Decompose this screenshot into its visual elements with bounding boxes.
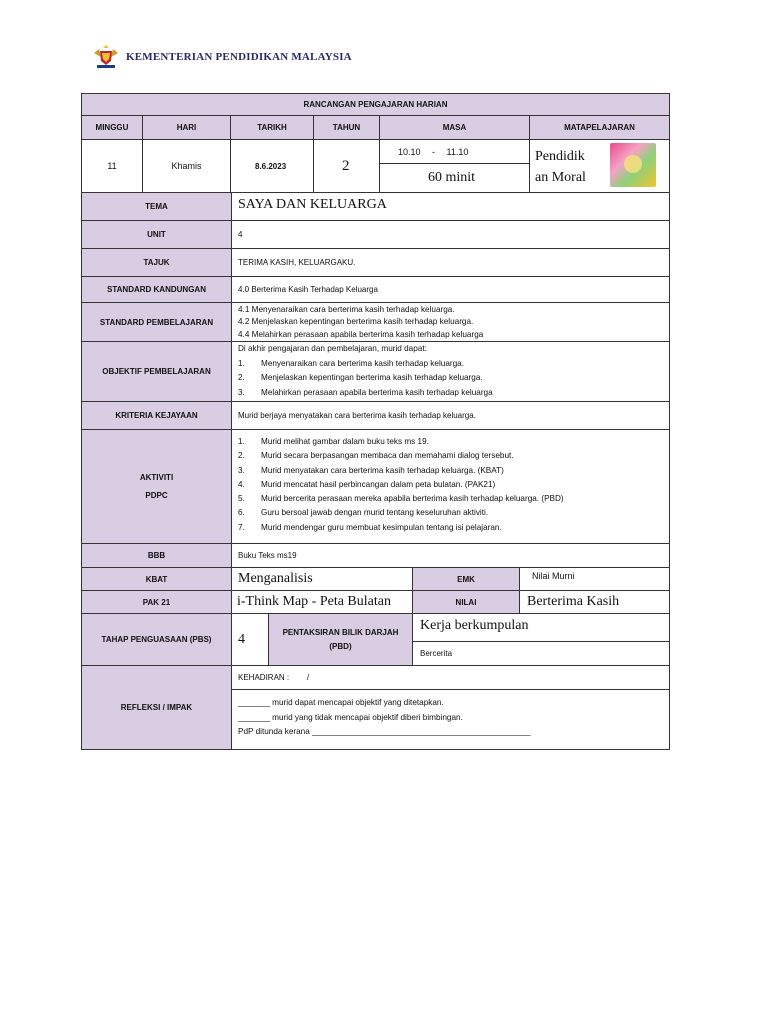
standard-pembelajaran-list (231, 302, 670, 342)
label-aktiviti-line1: AKTIVITI (139, 472, 174, 482)
sp-item: 4.4 Melahirkan perasaan apabila berterima kasih terhadap keluarga (238, 329, 484, 339)
emk-value: Nilai Murni (519, 567, 670, 591)
col-masa: MASA (379, 115, 530, 140)
refleksi-line: _______ murid yang tidak mencapai objektif diberi bimbingan. (238, 712, 463, 722)
hari-value: Khamis (142, 139, 231, 193)
pbd-kaedah-value: Kerja berkumpulan (412, 613, 670, 642)
label-unit: UNIT (81, 220, 232, 249)
malaysia-crest-icon (92, 45, 120, 69)
label-kriteria: KRITERIA KEJAYAAN (81, 401, 232, 430)
ministry-name: KEMENTERIAN PENDIDIKAN MALAYSIA (126, 51, 352, 63)
masa-start: 10.10 (398, 146, 421, 157)
label-aktiviti (81, 429, 232, 544)
minggu-value: 11 (81, 139, 143, 193)
kehadiran-value: KEHADIRAN : / (231, 665, 670, 690)
standard-kandungan-value: 4.0 Berterima Kasih Terhadap Keluarga (231, 276, 670, 303)
unit-value: 4 (231, 220, 670, 249)
label-pak21: PAK 21 (81, 590, 232, 614)
label-objektif: OBJEKTIF PEMBELAJARAN (81, 341, 232, 402)
tahun-value: 2 (313, 139, 380, 193)
label-kbat: KBAT (81, 567, 232, 591)
label-nilai: NILAI (412, 590, 520, 614)
tema-value: SAYA DAN KELUARGA (231, 192, 670, 221)
label-tema: TEMA (81, 192, 232, 221)
aktiviti-item: 3. Murid menyatakan cara berterima kasih terhadap keluarga. (KBAT) (238, 465, 504, 475)
aktiviti-item: 4. Murid mencatat hasil perbincangan dalam peta bulatan. (PAK21) (238, 479, 496, 489)
objektif-item: 3. Melahirkan perasaan apabila berterima kasih terhadap keluarga (238, 387, 493, 397)
masa-end: 11.10 (446, 146, 469, 157)
aktiviti-item: 1. Murid melihat gambar dalam buku teks ms 19. (238, 437, 429, 446)
kriteria-value: Murid berjaya menyatakan cara berterima kasih terhadap keluarga. (231, 401, 670, 430)
aktiviti-list (231, 429, 670, 544)
pbd-aktiviti-value: Bercerita (412, 641, 670, 666)
col-minggu: MINGGU (81, 115, 143, 140)
refleksi-line: PdP ditunda kerana ________________________________________________ (238, 727, 531, 736)
refleksi-line: _______ murid dapat mencapai objektif yang ditetapkan. (238, 698, 444, 707)
col-matapelajaran: MATAPELAJARAN (529, 115, 670, 140)
aktiviti-item: 2. Murid secara berpasangan membaca dan memahami dialog tersebut. (238, 451, 514, 461)
label-pbd-line2: (PBD) (329, 641, 352, 651)
label-standard-kandungan: STANDARD KANDUNGAN (81, 276, 232, 303)
subjek-line2: an Moral (535, 170, 586, 185)
tahap-value: 4 (231, 613, 269, 666)
label-emk: EMK (412, 567, 520, 591)
tajuk-value: TERIMA KASIH, KELUARGAKU. (231, 248, 670, 277)
objektif-item: 1. Menyenaraikan cara berterima kasih terhadap keluarga. (238, 358, 464, 368)
pak21-value: i-Think Map - Peta Bulatan (231, 590, 413, 614)
aktiviti-item: 5. Murid bercerita perasaan mereka apabila berterima kasih terhadap keluarga. (PBD) (238, 494, 564, 504)
sp-item: 4.2 Menjelaskan kepentingan berterima kasih terhadap keluarga. (238, 317, 474, 327)
kbat-value: Menganalisis (231, 567, 413, 591)
col-tarikh: TARIKH (230, 115, 314, 140)
masa-tempoh: 60 minit (379, 163, 530, 193)
label-standard-pembelajaran: STANDARD PEMBELAJARAN (81, 302, 232, 342)
page-header (92, 44, 352, 70)
label-pbd (268, 613, 413, 666)
label-refleksi: REFLEKSI / IMPAK (81, 665, 232, 750)
textbook-cover-image (610, 143, 656, 187)
aktiviti-item: 6. Guru bersoal jawab dengan murid tentang keseluruhan aktiviti. (238, 508, 489, 518)
label-tahap: TAHAP PENGUASAAN (PBS) (81, 613, 232, 666)
bbb-value: Buku Teks ms19 (231, 543, 670, 568)
label-aktiviti-line2: PDPC (145, 490, 168, 500)
label-pbd-line1: PENTAKSIRAN BILIK DARJAH (282, 627, 399, 637)
label-tajuk: TAJUK (81, 248, 232, 277)
tarikh-value: 8.6.2023 (230, 139, 314, 193)
objektif-list (231, 341, 670, 402)
refleksi-list (231, 689, 670, 750)
subjek-line1: Pendidik (535, 149, 585, 164)
sp-item: 4.1 Menyenaraikan cara berterima kasih terhadap keluarga. (238, 305, 455, 314)
col-tahun: TAHUN (313, 115, 380, 140)
label-bbb: BBB (81, 543, 232, 568)
table-title: RANCANGAN PENGAJARAN HARIAN (81, 93, 670, 116)
col-hari: HARI (142, 115, 231, 140)
nilai-value: Berterima Kasih (519, 590, 670, 614)
masa-separator: - (432, 146, 436, 157)
aktiviti-item: 7. Murid mendengar guru membuat kesimpulan tentang isi pelajaran. (238, 522, 502, 532)
objektif-intro: Di akhir pengajaran dan pembelajaran, murid dapat: (238, 344, 427, 353)
masa-time (379, 139, 530, 164)
objektif-item: 2. Menjelaskan kepentingan berterima kasih terhadap keluarga. (238, 373, 483, 382)
